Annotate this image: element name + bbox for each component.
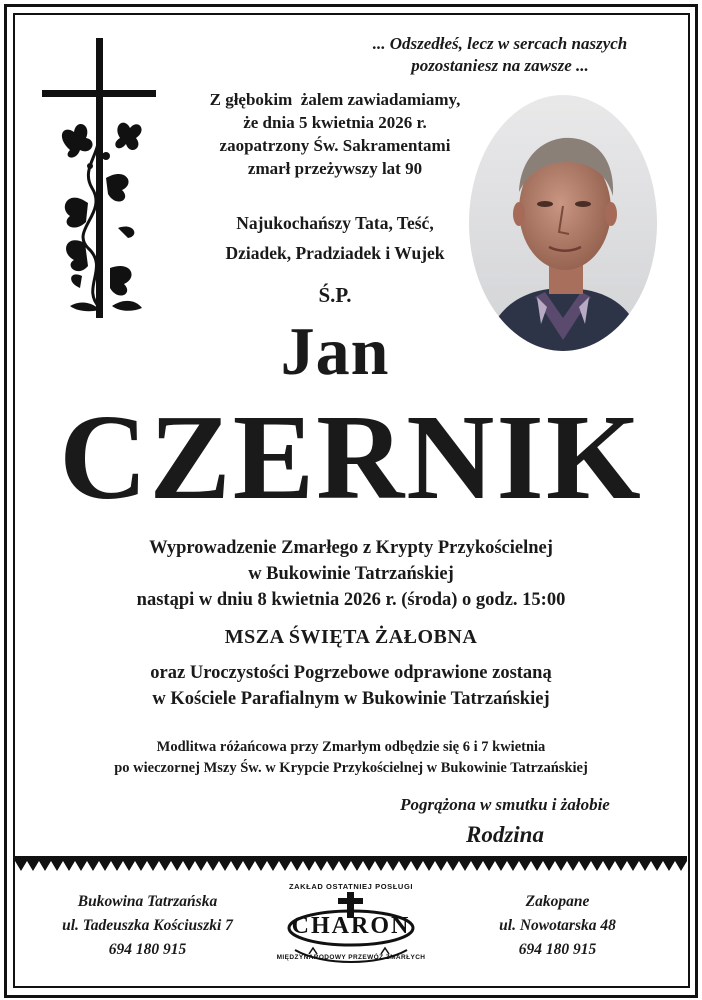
- mass-title: MSZA ŚWIĘTA ŻAŁOBNA: [224, 626, 478, 648]
- cross-with-lilies-icon: [40, 38, 160, 323]
- family-signature: Rodzina: [466, 822, 544, 847]
- footer-left-city: Bukowina Tatrzańska: [77, 893, 218, 910]
- logo-top-text: ZAKŁAD OSTATNIEJ POSŁUGI: [288, 882, 414, 891]
- divider-zigzag: [15, 861, 687, 871]
- announcement-line-1: Z głębokim żalem zawiadamiamy,: [209, 90, 461, 109]
- mass-details: [30, 660, 672, 712]
- footer-right-city: Zakopane: [525, 893, 590, 910]
- announcement: [185, 88, 485, 180]
- mass-line-1: oraz Uroczystości Pogrzebowe odprawione zostaną: [150, 663, 552, 683]
- relation: [185, 208, 485, 268]
- logo-bottom-text: MIĘDZYNARODOWY PRZEWÓZ ZMARŁYCH: [276, 954, 426, 961]
- rosary-line-2: po wieczornej Mszy Św. w Krypcie Przykościelnej w Bukowinie Tatrzańskiej: [114, 760, 588, 776]
- footer-right-address: ul. Nowotarska 48: [499, 917, 616, 934]
- surname: CZERNIK: [59, 390, 643, 525]
- decorative-divider: [15, 856, 687, 874]
- motto: [330, 33, 670, 77]
- first-name: Jan: [280, 313, 390, 389]
- announcement-line-3: zaopatrzony Św. Sakramentami: [219, 136, 451, 155]
- footer-left-phone: 694 180 915: [108, 941, 187, 958]
- ceremony-line-1: Wyprowadzenie Zmarłego z Krypty Przykościelnej: [149, 538, 553, 558]
- rosary-info: [30, 737, 672, 779]
- charon-logo-icon: [273, 880, 429, 978]
- divider-band: [15, 856, 687, 861]
- footer-right-phone: 694 180 915: [518, 941, 597, 958]
- relation-line-2: Dziadek, Pradziadek i Wujek: [225, 243, 445, 263]
- motto-line-2: pozostaniesz na zawsze ...: [411, 56, 589, 75]
- footer-branch-left: [30, 890, 265, 962]
- ceremony-line-2: w Bukowinie Tatrzańskiej: [248, 564, 454, 584]
- relation-line-1: Najukochańszy Tata, Teść,: [236, 213, 434, 233]
- ceremony-info: [30, 535, 672, 613]
- mourning-text: Pogrążona w smutku i żałobie: [400, 795, 610, 814]
- logo-name: CHARON: [291, 913, 411, 939]
- footer-left-address: ul. Tadeuszka Kościuszki 7: [62, 917, 233, 934]
- ceremony-line-3: nastąpi w dniu 8 kwietnia 2026 r. (środa) o godz. 15:00: [136, 590, 566, 610]
- honorific: Ś.P.: [318, 283, 352, 307]
- mass-line-2: w Kościele Parafialnym w Bukowinie Tatrzańskiej: [152, 689, 550, 709]
- footer-branch-right: [440, 890, 675, 962]
- announcement-line-2: że dnia 5 kwietnia 2026 r.: [243, 113, 427, 132]
- rosary-line-1: Modlitwa różańcowa przy Zmarłym odbędzie się 6 i 7 kwietnia: [156, 739, 546, 755]
- motto-line-1: ... Odszedłeś, lecz w sercach naszych: [372, 34, 628, 53]
- announcement-line-4: zmarł przeżywszy lat 90: [247, 159, 423, 178]
- portrait-photo: [465, 92, 661, 354]
